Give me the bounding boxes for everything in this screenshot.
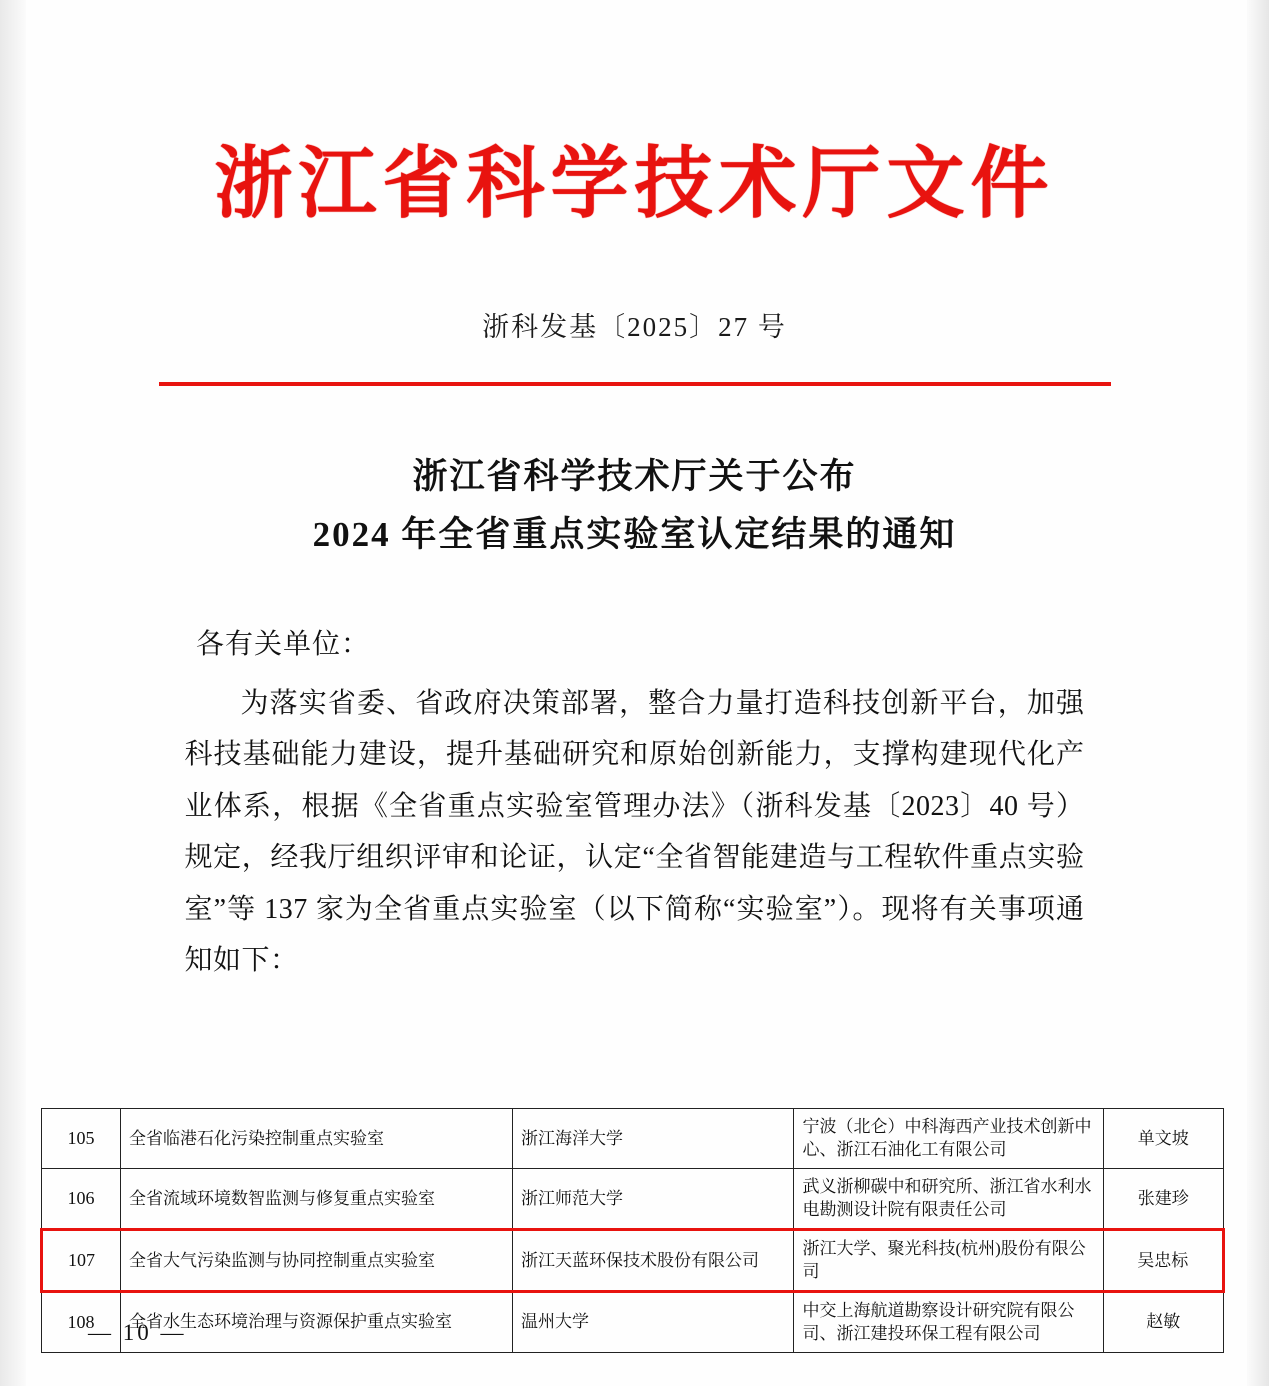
row-laboratory-name: 全省临港石化污染控制重点实验室 (120, 1109, 512, 1169)
row-lead-person: 张建珍 (1103, 1168, 1223, 1229)
row-lead-person: 吴忠标 (1103, 1229, 1223, 1291)
row-laboratory-name: 全省水生态环境治理与资源保护重点实验室 (120, 1291, 512, 1352)
row-number: 107 (42, 1229, 121, 1291)
subject-line-2: 2024 年全省重点实验室认定结果的通知 (312, 515, 957, 555)
table-row (42, 1291, 1224, 1352)
row-participating-units: 宁波（北仑）中科海西产业技术创新中心、浙江石油化工有限公司 (794, 1109, 1103, 1169)
laboratory-listing-table-wrapper (40, 1108, 1225, 1353)
row-host-institution: 浙江天蓝环保技术股份有限公司 (513, 1229, 794, 1291)
row-number: 108 (42, 1291, 121, 1352)
row-host-institution: 浙江海洋大学 (513, 1109, 794, 1169)
row-participating-units: 浙江大学、聚光科技(杭州)股份有限公司 (794, 1229, 1103, 1291)
row-number: 106 (42, 1168, 121, 1229)
page-number-footer: — 10 — (88, 1320, 187, 1345)
row-participating-units: 中交上海航道勘察设计研究院有限公司、浙江建投环保工程有限公司 (794, 1291, 1103, 1352)
red-divider-rule (159, 382, 1111, 386)
document-number: 浙科发基〔2025〕27 号 (482, 312, 787, 343)
row-host-institution: 浙江师范大学 (513, 1168, 794, 1229)
table-row (42, 1168, 1224, 1229)
salutation: 各有关单位： (196, 628, 371, 660)
row-laboratory-name: 全省大气污染监测与协同控制重点实验室 (120, 1229, 512, 1291)
row-lead-person: 单文坡 (1103, 1109, 1223, 1169)
laboratory-listing-table (40, 1108, 1225, 1353)
table-row (42, 1109, 1224, 1169)
row-lead-person: 赵敏 (1103, 1291, 1223, 1352)
document-header-title: 浙江省科学技术厅文件 (214, 138, 1055, 229)
document-subject (0, 448, 1269, 564)
table-row-highlighted (42, 1229, 1224, 1291)
row-host-institution: 温州大学 (513, 1291, 794, 1352)
row-laboratory-name: 全省流域环境数智监测与修复重点实验室 (120, 1168, 512, 1229)
row-number: 105 (42, 1109, 121, 1169)
body-paragraph: 为落实省委、省政府决策部署，整合力量打造科技创新平台，加强科技基础能力建设，提升基础研究和原始创新能力，支撑构建现代化产业体系，根据《全省重点实验室管理办法》（浙科发基〔2023〕40 号）规定，经我厅组织评审和论证，认定“全省智能建造与工程软件重点实验室”等 137 家为全省重点实验室（以下简称“实验室”）。现将有关事项通知如下： (184, 687, 1085, 977)
subject-line-1: 浙江省科学技术厅关于公布 (412, 457, 857, 497)
row-participating-units: 武义浙柳碳中和研究所、浙江省水利水电勘测设计院有限责任公司 (794, 1168, 1103, 1229)
